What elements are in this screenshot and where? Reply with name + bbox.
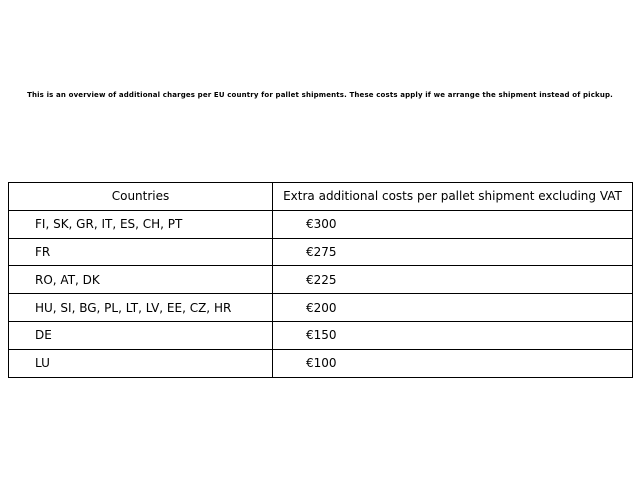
- table-row: [9, 349, 633, 377]
- countries-cell: RO, AT, DK: [9, 266, 273, 294]
- countries-cell: HU, SI, BG, PL, LT, LV, EE, CZ, HR: [9, 294, 273, 322]
- countries-cell: FI, SK, GR, IT, ES, CH, PT: [9, 210, 273, 238]
- table-row: [9, 210, 633, 238]
- countries-cell: FR: [9, 238, 273, 266]
- countries-column-header: Countries: [9, 183, 273, 211]
- table-row: [9, 266, 633, 294]
- cost-cell: €150: [273, 321, 633, 349]
- cost-cell: €200: [273, 294, 633, 322]
- figure-caption: This is an overview of additional charges per EU country for pallet shipments. These costs apply if we arrange the shipment instead of pickup.: [27, 91, 613, 99]
- table-row: [9, 321, 633, 349]
- table-row: [9, 238, 633, 266]
- charges-table: [8, 182, 633, 378]
- costs-column-header: Extra additional costs per pallet shipment excluding VAT: [273, 183, 633, 211]
- cost-cell: €300: [273, 210, 633, 238]
- table-row: [9, 294, 633, 322]
- countries-cell: DE: [9, 321, 273, 349]
- countries-cell: LU: [9, 349, 273, 377]
- table-header-row: [9, 183, 633, 211]
- cost-cell: €275: [273, 238, 633, 266]
- cost-cell: €100: [273, 349, 633, 377]
- cost-cell: €225: [273, 266, 633, 294]
